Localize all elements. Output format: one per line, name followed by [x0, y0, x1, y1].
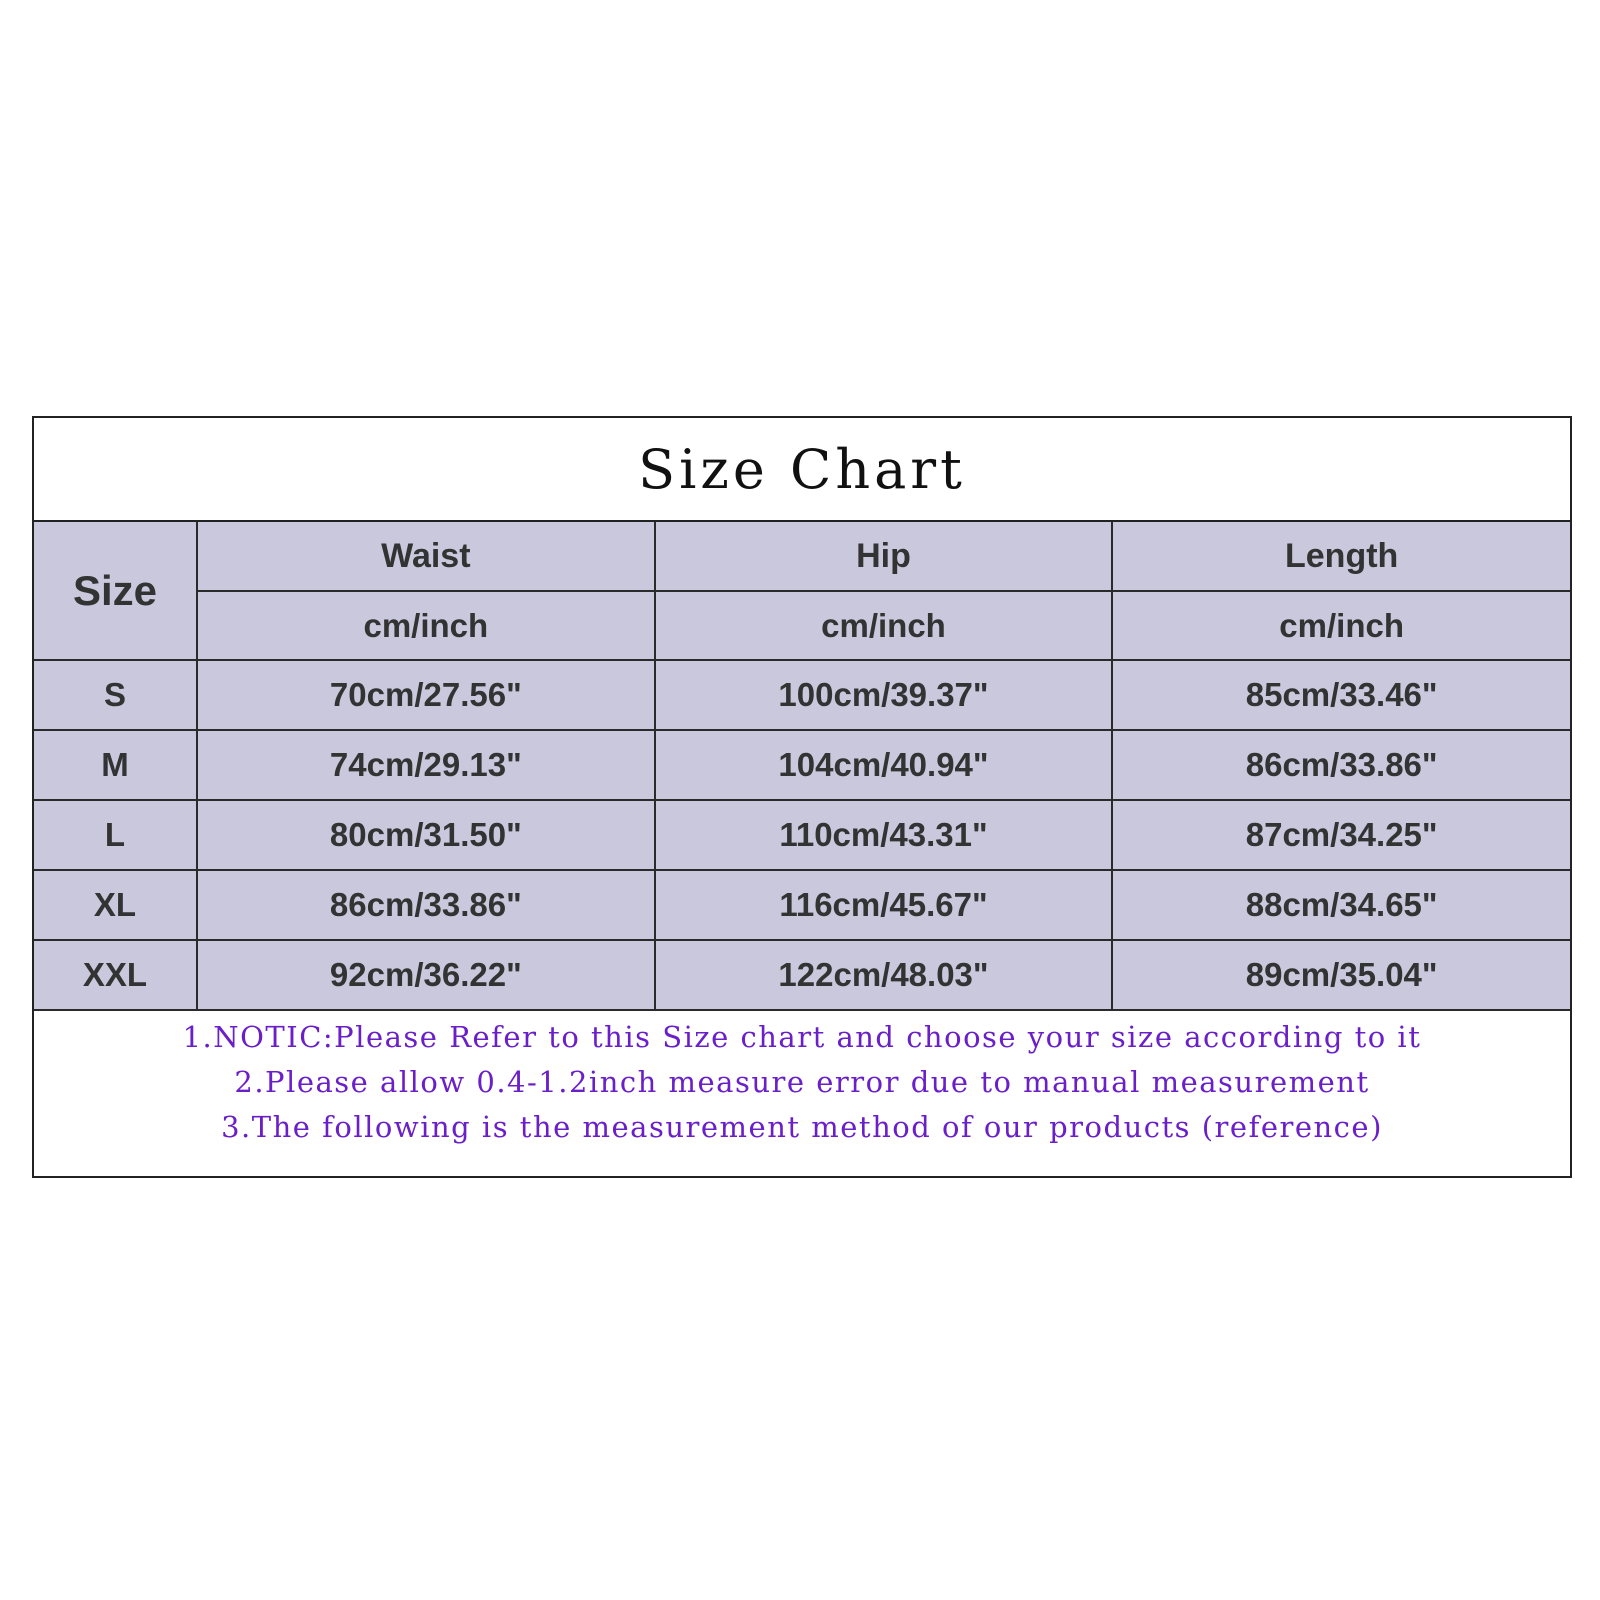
waist-column-header: Waist	[197, 522, 655, 591]
waist-value: 92cm/36.22"	[197, 940, 655, 1010]
size-label: M	[34, 730, 197, 800]
size-label: XXL	[34, 940, 197, 1010]
notes-section	[34, 1009, 1570, 1176]
size-column-header: Size	[34, 522, 197, 660]
hip-value: 104cm/40.94"	[655, 730, 1113, 800]
hip-value: 110cm/43.31"	[655, 800, 1113, 870]
waist-value: 80cm/31.50"	[197, 800, 655, 870]
length-unit: cm/inch	[1112, 591, 1570, 660]
note-line: 2.Please allow 0.4-1.2inch measure error due to manual measurement	[234, 1065, 1370, 1099]
size-label: S	[34, 660, 197, 730]
header-row	[34, 522, 1570, 591]
chart-title: Size Chart	[34, 418, 1570, 522]
hip-value: 100cm/39.37"	[655, 660, 1113, 730]
size-label: L	[34, 800, 197, 870]
table-row	[34, 800, 1570, 870]
hip-value: 116cm/45.67"	[655, 870, 1113, 940]
length-value: 88cm/34.65"	[1112, 870, 1570, 940]
size-table	[34, 522, 1570, 1011]
size-label: XL	[34, 870, 197, 940]
length-column-header: Length	[1112, 522, 1570, 591]
waist-value: 86cm/33.86"	[197, 870, 655, 940]
length-value: 85cm/33.46"	[1112, 660, 1570, 730]
unit-row	[34, 591, 1570, 660]
table-row	[34, 940, 1570, 1010]
table-row	[34, 870, 1570, 940]
length-value: 87cm/34.25"	[1112, 800, 1570, 870]
waist-value: 70cm/27.56"	[197, 660, 655, 730]
length-value: 86cm/33.86"	[1112, 730, 1570, 800]
waist-value: 74cm/29.13"	[197, 730, 655, 800]
table-row	[34, 660, 1570, 730]
hip-unit: cm/inch	[655, 591, 1113, 660]
length-value: 89cm/35.04"	[1112, 940, 1570, 1010]
note-line: 1.NOTIC:Please Refer to this Size chart and choose your size according to it	[182, 1020, 1422, 1054]
note-line: 3.The following is the measurement method of our products (reference)	[221, 1110, 1383, 1144]
hip-value: 122cm/48.03"	[655, 940, 1113, 1010]
size-chart	[32, 416, 1572, 1178]
table-row	[34, 730, 1570, 800]
waist-unit: cm/inch	[197, 591, 655, 660]
hip-column-header: Hip	[655, 522, 1113, 591]
